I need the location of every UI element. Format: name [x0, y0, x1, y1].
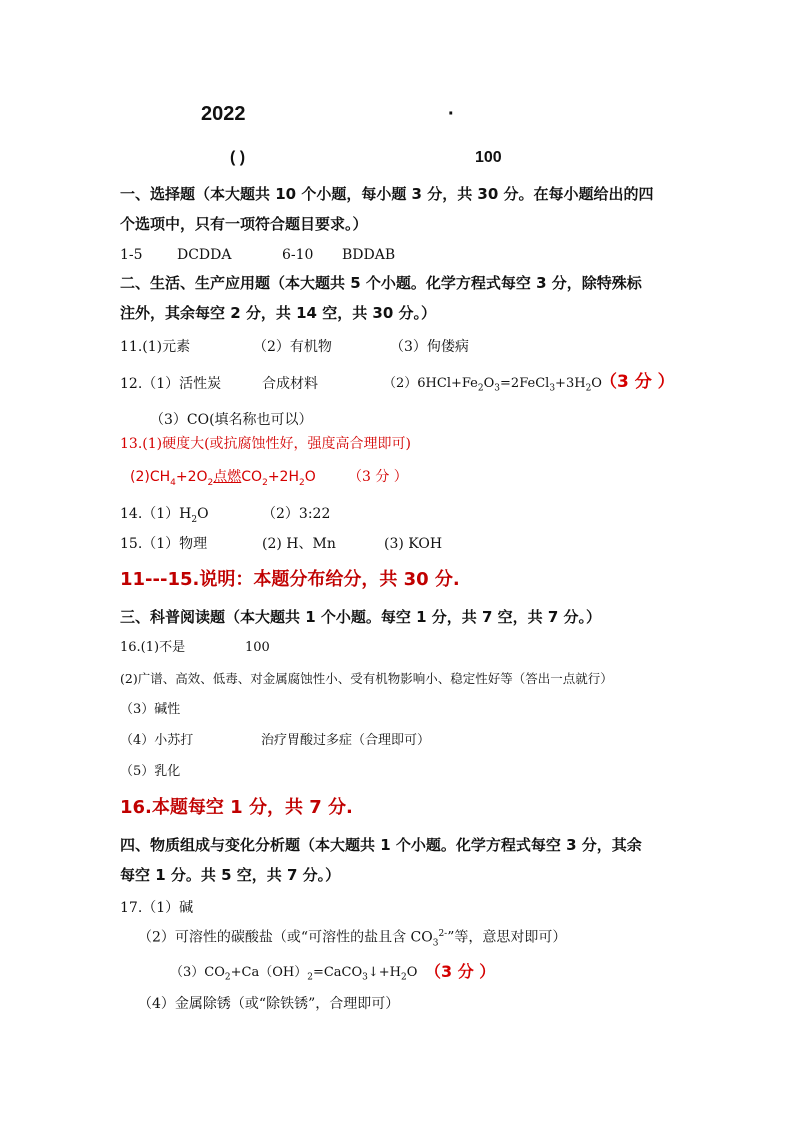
q16-scoring-note: 16.本题每空 1 分，共 7 分.: [120, 797, 353, 818]
q16-part4: （4）小苏打: [120, 733, 194, 748]
section1-heading-line1: 一、选择题（本大题共 10 个小题，每小题 3 分，共 30 分。在每小题给出的四: [120, 185, 654, 203]
q11-part1: 11.(1)元素: [120, 339, 191, 355]
title-dot: ·: [448, 103, 455, 125]
q13-points: （3 分 ）: [348, 469, 408, 485]
q17-part1: 17.（1）碱: [120, 900, 194, 916]
q14-part2: （2）3:22: [262, 506, 331, 522]
q14-part1: $14.(1)H_2O$: [120, 506, 209, 525]
q16-part4b: 治疗胃酸过多症（合理即可）: [261, 733, 431, 748]
answer-range-6-10: BDDAB: [342, 247, 396, 263]
answer-range-6-10-label: 6-10: [282, 247, 314, 263]
q16-part3: （3）碱性: [120, 702, 181, 717]
answer-range-1-5: DCDDA: [177, 247, 232, 263]
name-paren: ( ): [230, 149, 246, 166]
section1-heading-line2: 个选项中，只有一项符合题目要求。）: [120, 215, 368, 233]
total-score: 100: [475, 149, 502, 166]
section2-heading-line1: 二、生活、生产应用题（本大题共 5 个小题。化学方程式每空 3 分，除特殊标: [120, 274, 642, 292]
q16-part5: （5）乳化: [120, 764, 181, 779]
q12-equation: $(2)6HCl+Fe_2O_3=2FeCl_3+3H_2O$: [383, 376, 602, 394]
q11-part2: （2）有机物: [253, 339, 332, 355]
q15-part1: 15.（1）物理: [120, 536, 208, 552]
section4-heading-line2: 每空 1 分。共 5 空，共 7 分。）: [120, 866, 341, 884]
section2-heading-line2: 注外，其余每空 2 分，共 14 空，共 30 分。）: [120, 304, 437, 322]
q16-part2: (2)广谱、高效、低毒、对金属腐蚀性小、受有机物影响小、稳定性好等（答出一点就行）: [120, 671, 613, 686]
q11-part3: （3）佝偻病: [390, 339, 469, 355]
q12-part1: 12.（1）活性炭: [120, 376, 222, 392]
q12-points: （3 分 ）: [600, 372, 675, 392]
q17-points: （3 分 ）: [425, 962, 496, 981]
q17-part2: （2）可溶性的碳酸盐（或“可溶性的盐且含 $CO_3^{2-}$”等，意思对即可）: [138, 929, 567, 949]
q16-part1b: 100: [245, 640, 270, 655]
q15-part3: (3) KOH: [384, 536, 443, 552]
exam-year: 2022: [201, 103, 246, 125]
q17-equation: $(3)CO_2+Ca(OH)_2=CaCO_3↓+H_2O$: [170, 965, 418, 983]
q15-part2: (2) H、Mn: [262, 536, 336, 552]
q12-part1b: 合成材料: [262, 376, 318, 392]
answer-range-1-5-label: 1-5: [120, 247, 143, 263]
q16-part1: 16.(1)不是: [120, 640, 186, 655]
q12-part3: （3）CO(填名称也可以）: [150, 412, 313, 428]
q11-15-scoring-note: 11---15.说明：本题分布给分，共 30 分.: [120, 569, 460, 590]
q13-part1: 13.(1)硬度大(或抗腐蚀性好，强度高合理即可): [120, 436, 412, 452]
section4-heading-line1: 四、物质组成与变化分析题（本大题共 1 个小题。化学方程式每空 3 分，其余: [120, 836, 642, 854]
q13-equation: $(2)CH_4+2O_2$点燃$CO_2+2H_2O$: [130, 469, 316, 488]
section3-heading: 三、科普阅读题（本大题共 1 个小题。每空 1 分，共 7 空，共 7 分。）: [120, 608, 602, 626]
q17-part4: （4）金属除锈（或“除铁锈”，合理即可）: [138, 996, 400, 1012]
